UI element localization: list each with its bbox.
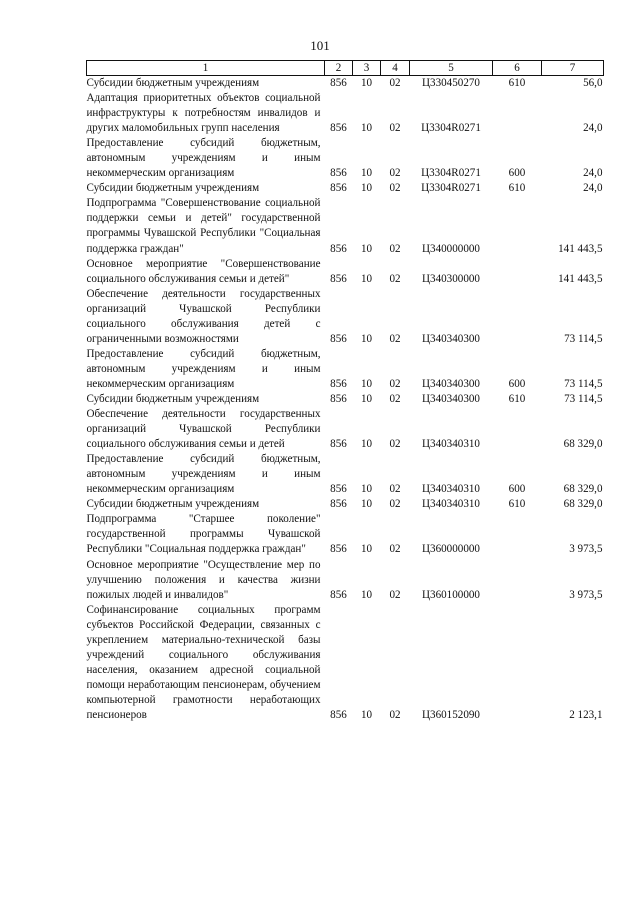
row-amount-cell: 68 329,0 — [563, 483, 603, 496]
row-code-3-cell: 10 — [360, 377, 373, 390]
table-row — [87, 136, 604, 181]
row-code-6-cell — [493, 287, 542, 347]
row-code-2-cell: 856 — [330, 377, 347, 390]
row-name-cell: Предоставление субсидий бюджетным, автономным учреждениям и иным некоммерческим организациям — [86, 347, 321, 390]
row-code-2-cell: 856 — [330, 708, 347, 721]
row-code-6-cell — [493, 407, 542, 452]
row-code-4-cell: 02 — [389, 483, 401, 496]
row-code-4-cell: 02 — [389, 438, 401, 451]
row-code-4-cell: 02 — [389, 377, 401, 390]
row-code-3-cell: 10 — [360, 272, 373, 285]
row-amount-cell: 56,0 — [583, 77, 603, 89]
row-code-6-cell: 610 — [508, 498, 526, 511]
page-number: 101 — [310, 38, 330, 53]
row-code-3-cell: 10 — [360, 483, 373, 496]
row-code-2-cell: 856 — [330, 167, 347, 180]
row-code-5-cell: Ц360100000 — [422, 588, 480, 601]
row-code-2-cell: 856 — [330, 483, 347, 496]
table-row — [87, 257, 604, 287]
header-col-6: 6 — [493, 61, 542, 76]
row-amount-cell: 3 973,5 — [569, 588, 603, 601]
row-code-3-cell: 10 — [360, 543, 373, 556]
row-code-2-cell: 856 — [330, 332, 347, 345]
row-code-4-cell: 02 — [389, 242, 401, 255]
row-name-cell: Адаптация приоритетных объектов социальной инфраструктуры к потребностям инвалидов и других маломобильных групп населения — [86, 92, 321, 135]
header-col-4: 4 — [381, 61, 410, 76]
header-col-3: 3 — [353, 61, 381, 76]
row-code-5-cell: Ц3304R0271 — [421, 182, 481, 195]
row-code-6-cell — [493, 558, 542, 603]
row-code-5-cell: Ц3304R0271 — [421, 122, 481, 135]
row-code-4-cell: 02 — [389, 498, 401, 511]
row-code-6-cell: 600 — [508, 167, 526, 180]
row-code-4-cell: 02 — [389, 392, 401, 405]
table-row — [87, 603, 604, 723]
header-col-2: 2 — [325, 61, 353, 76]
row-code-6-cell: 610 — [508, 392, 526, 405]
row-code-3-cell: 10 — [360, 588, 373, 601]
row-code-4-cell: 02 — [389, 167, 401, 180]
table-row — [87, 558, 604, 603]
row-code-4-cell: 02 — [389, 77, 401, 89]
row-amount-cell: 73 114,5 — [564, 332, 603, 345]
header-row — [87, 61, 604, 76]
table-row — [87, 76, 604, 92]
row-code-3-cell: 10 — [360, 182, 373, 195]
row-code-5-cell: Ц340340300 — [422, 392, 480, 405]
row-name-cell: Субсидии бюджетным учреждениям — [86, 182, 260, 195]
table-body — [87, 76, 604, 724]
row-code-2-cell: 856 — [330, 588, 347, 601]
budget-table — [86, 60, 604, 723]
row-code-6-cell — [493, 196, 542, 256]
row-code-2-cell: 856 — [330, 122, 347, 135]
row-code-4-cell: 02 — [389, 272, 401, 285]
table-row — [87, 512, 604, 557]
row-code-6-cell — [493, 91, 542, 136]
row-name-cell: Предоставление субсидий бюджетным, автономным учреждениям и иным некоммерческим организациям — [86, 453, 321, 496]
row-amount-cell: 68 329,0 — [563, 438, 603, 451]
table-row — [87, 287, 604, 347]
row-code-6-cell: 610 — [508, 182, 526, 195]
row-code-3-cell: 10 — [360, 708, 373, 721]
row-code-4-cell: 02 — [389, 708, 401, 721]
row-code-6-cell — [493, 512, 542, 557]
row-code-2-cell: 856 — [330, 543, 347, 556]
row-code-5-cell: Ц340340300 — [422, 377, 480, 390]
row-amount-cell: 73 114,5 — [564, 392, 603, 405]
row-amount-cell: 2 123,1 — [569, 708, 603, 721]
row-code-5-cell: Ц340340310 — [422, 498, 480, 511]
row-code-5-cell: Ц340300000 — [422, 272, 480, 285]
row-code-5-cell: Ц340340310 — [422, 483, 480, 496]
header-col-1: 1 — [87, 61, 325, 76]
row-amount-cell: 68 329,0 — [563, 498, 603, 511]
row-code-5-cell: Ц360000000 — [422, 543, 480, 556]
row-amount-cell: 73 114,5 — [564, 377, 603, 390]
row-code-5-cell: Ц360152090 — [422, 708, 480, 721]
row-code-4-cell: 02 — [389, 182, 401, 195]
row-name-cell: Обеспечение деятельности государственных организаций Чувашской Республики социального обслуживания семьи и детей — [86, 408, 321, 451]
row-code-3-cell: 10 — [360, 167, 373, 180]
row-amount-cell: 24,0 — [583, 167, 603, 180]
row-code-5-cell: Ц3304R0271 — [421, 167, 481, 180]
table-row — [87, 407, 604, 452]
header-col-5: 5 — [410, 61, 493, 76]
table-row — [87, 91, 604, 136]
row-amount-cell: 24,0 — [583, 182, 603, 195]
row-code-3-cell: 10 — [360, 392, 373, 405]
row-code-4-cell: 02 — [389, 332, 401, 345]
row-code-4-cell: 02 — [389, 543, 401, 556]
row-name-cell: Субсидии бюджетным учреждениям — [86, 392, 260, 405]
table-row — [87, 181, 604, 196]
row-name-cell: Субсидии бюджетным учреждениям — [86, 498, 260, 511]
row-code-2-cell: 856 — [330, 272, 347, 285]
row-name-cell: Обеспечение деятельности государственных организаций Чувашской Республики социального обслуживания детей с ограниченными возможностями — [86, 287, 321, 345]
row-amount-cell: 141 443,5 — [558, 272, 603, 285]
row-code-4-cell: 02 — [389, 122, 401, 135]
row-name-cell: Предоставление субсидий бюджетным, автономным учреждениям и иным некоммерческим организациям — [86, 137, 321, 180]
row-code-2-cell: 856 — [330, 242, 347, 255]
table-header — [87, 61, 604, 76]
row-name-cell: Подпрограмма "Совершенствование социальной поддержки семьи и детей" государственной программы Чувашской Республики "Социальная поддержка граждан" — [86, 197, 321, 255]
row-code-5-cell: Ц330450270 — [422, 77, 480, 89]
row-code-2-cell: 856 — [330, 182, 347, 195]
table-row — [87, 452, 604, 497]
row-code-6-cell: 610 — [508, 77, 526, 89]
row-code-3-cell: 10 — [360, 122, 373, 135]
row-code-3-cell: 10 — [360, 498, 373, 511]
row-code-2-cell: 856 — [330, 498, 347, 511]
row-code-4-cell: 02 — [389, 588, 401, 601]
row-name-cell: Основное мероприятие "Совершенствование социального обслуживания семьи и детей" — [86, 257, 321, 285]
row-code-5-cell: Ц340000000 — [422, 242, 480, 255]
header-col-7: 7 — [542, 61, 604, 76]
row-name-cell: Субсидии бюджетным учреждениям — [86, 77, 260, 89]
row-code-2-cell: 856 — [330, 392, 347, 405]
row-amount-cell: 24,0 — [583, 122, 603, 135]
row-code-5-cell: Ц340340300 — [422, 332, 480, 345]
table-row — [87, 497, 604, 512]
table-row — [87, 392, 604, 407]
row-name-cell: Подпрограмма "Старшее поколение" государственной программы Чувашской Республики "Социальная поддержка граждан" — [86, 513, 321, 556]
row-code-3-cell: 10 — [360, 438, 373, 451]
row-name-cell: Софинансирование социальных программ субъектов Российской Федерации, связанных с укреплением материально-технической базы учреждений социального обслуживания населения, оказанием адресной социальной помощи неработающим пенсионерам, обучением компьютерной грамотности неработающих пенсионеров — [86, 603, 321, 721]
row-code-6-cell — [493, 603, 542, 723]
row-amount-cell: 141 443,5 — [558, 242, 603, 255]
row-code-6-cell: 600 — [508, 377, 526, 390]
row-code-3-cell: 10 — [360, 77, 373, 89]
row-amount-cell: 3 973,5 — [569, 543, 603, 556]
row-code-6-cell: 600 — [508, 483, 526, 496]
table-row — [87, 347, 604, 392]
row-name-cell: Основное мероприятие "Осуществление мер по улучшению положения и качества жизни пожилых людей и инвалидов" — [86, 558, 321, 601]
row-code-2-cell: 856 — [330, 438, 347, 451]
row-code-3-cell: 10 — [360, 242, 373, 255]
row-code-6-cell — [493, 257, 542, 287]
row-code-3-cell: 10 — [360, 332, 373, 345]
table-row — [87, 196, 604, 256]
row-code-5-cell: Ц340340310 — [422, 438, 480, 451]
row-code-2-cell: 856 — [330, 77, 347, 89]
